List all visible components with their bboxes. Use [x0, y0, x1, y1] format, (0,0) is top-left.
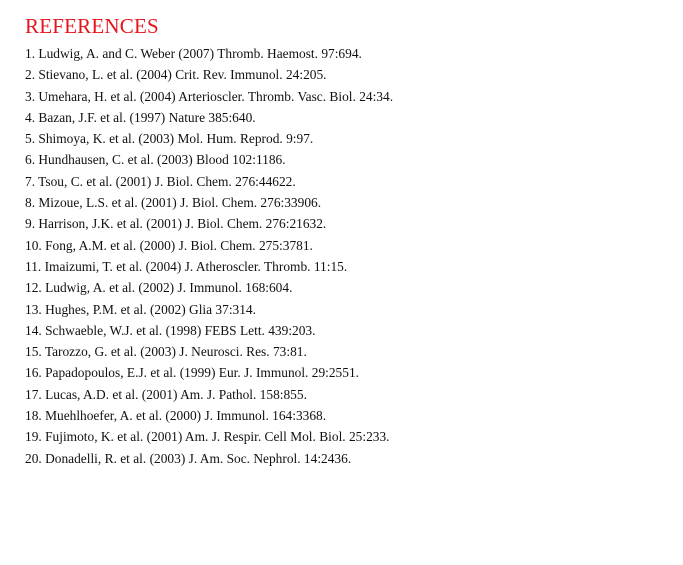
reference-item: 17. Lucas, A.D. et al. (2001) Am. J. Pathol. 158:855. [25, 386, 307, 402]
reference-item: 1. Ludwig, A. and C. Weber (2007) Thromb. Haemost. 97:694. [25, 46, 362, 61]
reference-item: 19. Fujimoto, K. et al. (2001) Am. J. Respir. Cell Mol. Biol. 25:233. [25, 429, 390, 445]
reference-item: 7. Tsou, C. et al. (2001) J. Biol. Chem. 276:44622. [25, 173, 296, 189]
reference-item: 10. Fong, A.M. et al. (2000) J. Biol. Chem. 275:3781. [25, 237, 313, 253]
reference-item: 13. Hughes, P.M. et al. (2002) Glia 37:314. [25, 301, 256, 317]
reference-item: 4. Bazan, J.F. et al. (1997) Nature 385:640. [25, 109, 256, 125]
reference-item: 14. Schwaeble, W.J. et al. (1998) FEBS Lett. 439:203. [25, 322, 316, 338]
reference-item: 3. Umehara, H. et al. (2004) Arterioscler. Thromb. Vasc. Biol. 24:34. [25, 88, 394, 104]
reference-item: 16. Papadopoulos, E.J. et al. (1999) Eur. J. Immunol. 29:2551. [25, 365, 359, 381]
reference-item: 2. Stievano, L. et al. (2004) Crit. Rev. Immunol. 24:205. [25, 67, 327, 83]
reference-item: 8. Mizoue, L.S. et al. (2001) J. Biol. Chem. 276:33906. [25, 195, 322, 211]
reference-item: 20. Donadelli, R. et al. (2003) J. Am. Soc. Nephrol. 14:2436. [25, 450, 352, 466]
reference-item: 12. Ludwig, A. et al. (2002) J. Immunol. 168:604. [25, 280, 293, 296]
reference-item: 5. Shimoya, K. et al. (2003) Mol. Hum. Reprod. 9:97. [25, 131, 314, 147]
reference-list [25, 43, 683, 469]
reference-item: 15. Tarozzo, G. et al. (2003) J. Neurosci. Res. 73:81. [25, 344, 307, 360]
references-heading: REFERENCES [25, 14, 159, 38]
reference-item: 18. Muehlhoefer, A. et al. (2000) J. Immunol. 164:3368. [25, 408, 327, 424]
reference-item: 11. Imaizumi, T. et al. (2004) J. Atheroscler. Thromb. 11:15. [25, 258, 348, 274]
reference-item: 9. Harrison, J.K. et al. (2001) J. Biol. Chem. 276:21632. [25, 216, 327, 232]
reference-item: 6. Hundhausen, C. et al. (2003) Blood 102:1186. [25, 152, 286, 168]
